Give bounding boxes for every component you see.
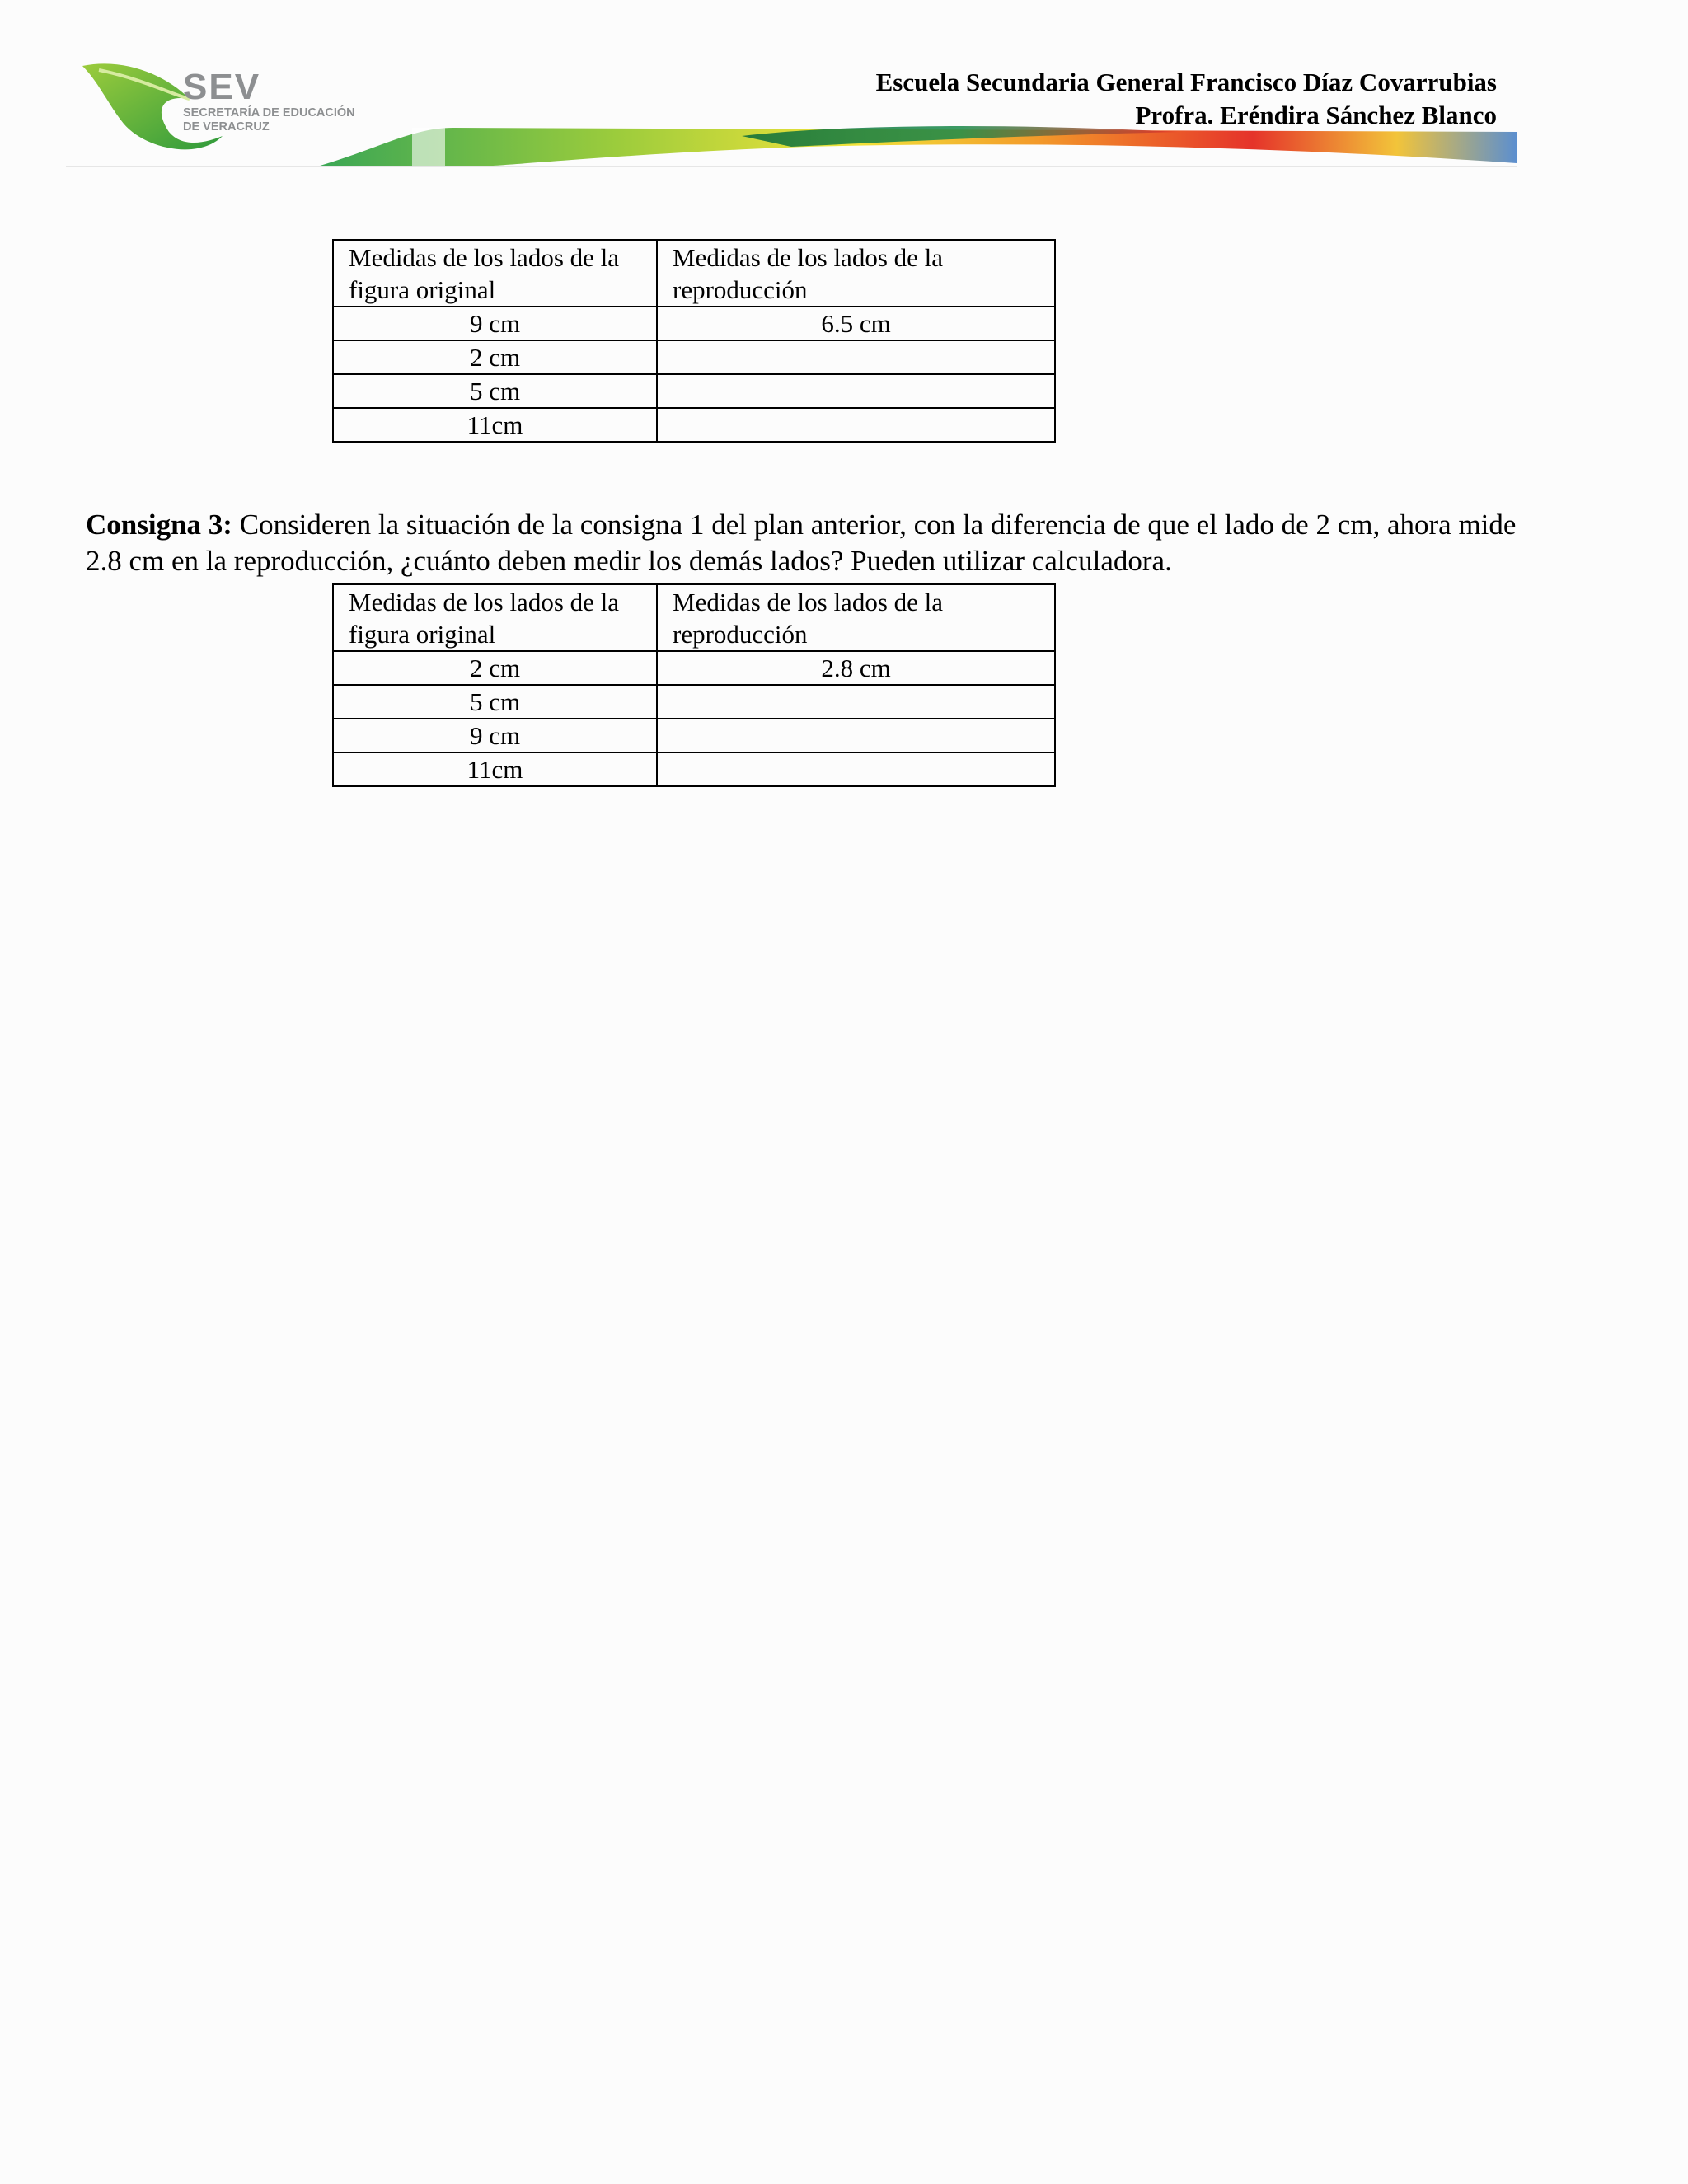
cell-reproduccion[interactable] — [657, 719, 1055, 752]
school-name: Escuela Secundaria General Francisco Díaz Covarrubias — [875, 68, 1497, 96]
cell-original: 9 cm — [333, 719, 657, 752]
logo-acronym: SEV — [183, 67, 261, 107]
cell-original: 11cm — [333, 408, 657, 442]
consigna-3-label: Consigna 3: — [86, 509, 232, 541]
cell-original: 9 cm — [333, 307, 657, 340]
consigna-3-text: Consideren la situación de la consigna 1 del plan anterior, con la diferencia de que el lado de 2 cm, ahora mide 2.8 cm en la reproducción, ¿cuánto deben medir los demás lados? Pueden utilizar calculadora. — [86, 509, 1517, 577]
cell-original: 5 cm — [333, 374, 657, 408]
school-info — [876, 66, 1497, 132]
table-row — [333, 651, 1055, 685]
header-reproduccion: Medidas de los lados de la reproducción — [657, 240, 1055, 307]
cell-reproduccion[interactable]: 6.5 cm — [657, 307, 1055, 340]
page-header — [0, 0, 1688, 173]
table-row — [333, 307, 1055, 340]
cell-reproduccion[interactable]: 2.8 cm — [657, 651, 1055, 685]
header-original: Medidas de los lados de la figura original — [333, 584, 657, 651]
table-row — [333, 374, 1055, 408]
cell-original: 5 cm — [333, 685, 657, 719]
table-row — [333, 685, 1055, 719]
cell-original: 2 cm — [333, 340, 657, 374]
cell-reproduccion[interactable] — [657, 374, 1055, 408]
table-row — [333, 340, 1055, 374]
measures-table-1 — [332, 239, 1056, 443]
consigna-3-paragraph — [86, 507, 1520, 579]
measures-table-2 — [332, 583, 1056, 787]
cell-reproduccion[interactable] — [657, 752, 1055, 786]
cell-reproduccion[interactable] — [657, 685, 1055, 719]
header-reproduccion: Medidas de los lados de la reproducción — [657, 584, 1055, 651]
table-header-row — [333, 240, 1055, 307]
cell-original: 11cm — [333, 752, 657, 786]
cell-reproduccion[interactable] — [657, 340, 1055, 374]
logo-name-line2: DE VERACRUZ — [183, 120, 270, 134]
table-row — [333, 408, 1055, 442]
header-original: Medidas de los lados de la figura original — [333, 240, 657, 307]
cell-reproduccion[interactable] — [657, 408, 1055, 442]
teacher-name: Profra. Eréndira Sánchez Blanco — [1135, 101, 1497, 129]
white-block — [412, 128, 445, 166]
table-header-row — [333, 584, 1055, 651]
table-row — [333, 752, 1055, 786]
logo-name-line1: SECRETARÍA DE EDUCACIÓN — [183, 106, 355, 120]
table-row — [333, 719, 1055, 752]
sev-logo — [183, 69, 355, 134]
cell-original: 2 cm — [333, 651, 657, 685]
